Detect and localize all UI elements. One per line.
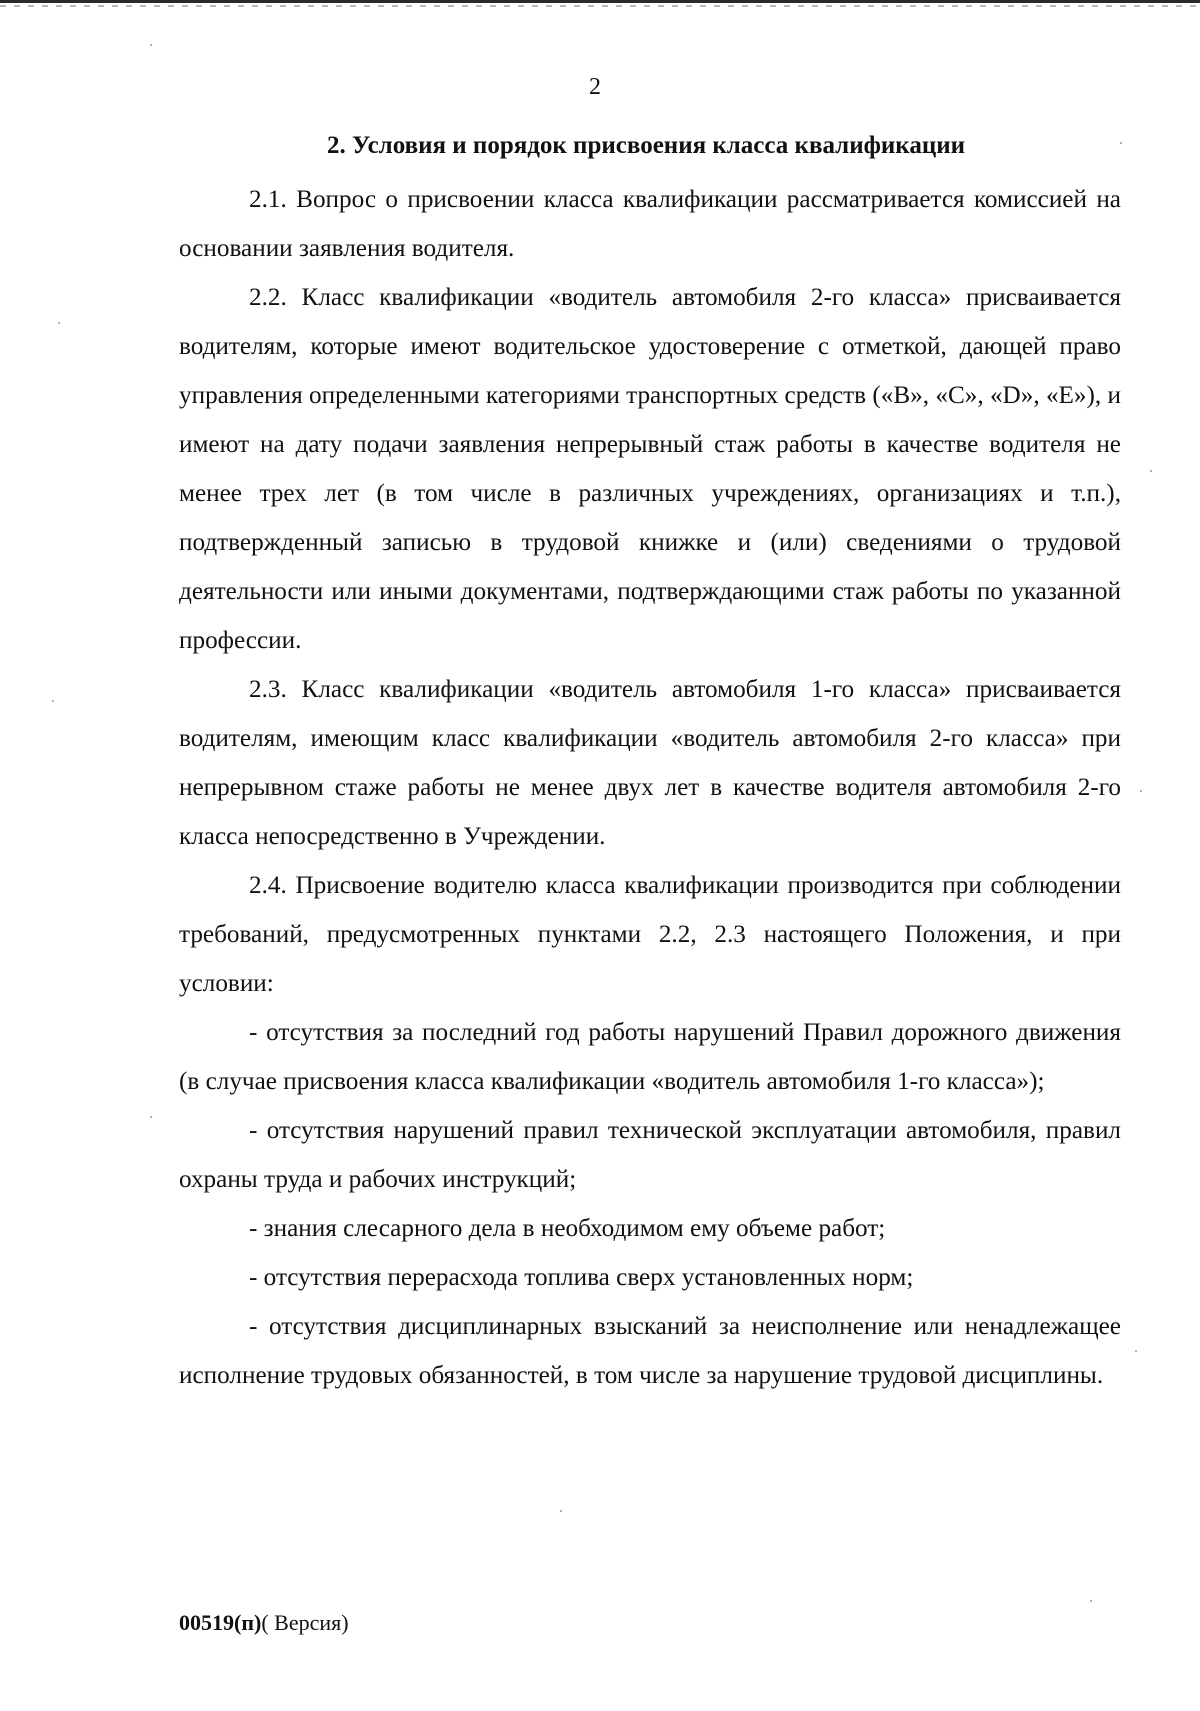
scan-speck bbox=[52, 700, 54, 702]
section-heading: 2. Условия и порядок присвоения класса квалификации bbox=[326, 132, 966, 159]
paragraph-2-4: 2.4. Присвоение водителю класса квалификации производится при соблюдении требований, предусмотренных пунктами 2.2, 2.3 настоящего Положения, и при условии: bbox=[179, 872, 1121, 997]
top-border-line bbox=[0, 0, 1200, 3]
condition-item: - отсутствия дисциплинарных взысканий за неисполнение или ненадлежащее исполнение трудовых обязанностей, в том числе за нарушение трудовой дисциплины. bbox=[179, 1313, 1121, 1389]
page-number: 2 bbox=[589, 74, 601, 100]
condition-item: - знания слесарного дела в необходимом ему объеме работ; bbox=[249, 1215, 886, 1242]
scan-speck bbox=[1090, 1600, 1092, 1602]
paragraph-2-3: 2.3. Класс квалификации «водитель автомобиля 1-го класса» присваивается водителям, имеющим класс квалификации «водитель автомобиля 2-го класса» при непрерывном стаже работы не менее двух лет в качестве водителя автомобиля 2-го класса непосредственно в Учреждении. bbox=[179, 676, 1121, 850]
document-footer bbox=[179, 1610, 349, 1636]
scan-speck bbox=[150, 1116, 152, 1118]
scan-speck bbox=[1150, 470, 1152, 472]
condition-item: - отсутствия нарушений правил технической эксплуатации автомобиля, правил охраны труда и рабочих инструкций; bbox=[179, 1117, 1121, 1193]
document-version: ( Версия) bbox=[261, 1610, 349, 1635]
paragraph-2-1: 2.1. Вопрос о присвоении класса квалификации рассматривается комиссией на основании заявления водителя. bbox=[179, 186, 1121, 262]
scan-speck bbox=[1120, 142, 1122, 144]
scan-speck bbox=[58, 322, 60, 324]
top-border-dashes bbox=[0, 5, 1200, 7]
paragraph-2-2: 2.2. Класс квалификации «водитель автомобиля 2-го класса» присваивается водителям, которые имеют водительское удостоверение с отметкой, дающей право управления определенными категориями транспортных средств («В», «С», «D», «Е»), и имеют на дату подачи заявления непрерывный стаж работы в качестве водителя не менее трех лет (в том числе в различных учреждениях, организациях и т.п.), подтвержденный записью в трудовой книжке и (или) сведениями о трудовой деятельности или иными документами, подтверждающими стаж работы по указанной профессии. bbox=[179, 284, 1121, 654]
section-body bbox=[179, 175, 1121, 1400]
condition-item: - отсутствия перерасхода топлива сверх установленных норм; bbox=[249, 1264, 914, 1291]
scan-speck bbox=[560, 1510, 562, 1512]
scan-speck bbox=[1135, 1350, 1137, 1352]
scan-speck bbox=[1140, 790, 1142, 792]
condition-item: - отсутствия за последний год работы нарушений Правил дорожного движения (в случае присвоения класса квалификации «водитель автомобиля 1-го класса»); bbox=[179, 1019, 1121, 1095]
document-code: 00519(п) bbox=[179, 1610, 262, 1635]
scan-speck bbox=[150, 44, 152, 46]
